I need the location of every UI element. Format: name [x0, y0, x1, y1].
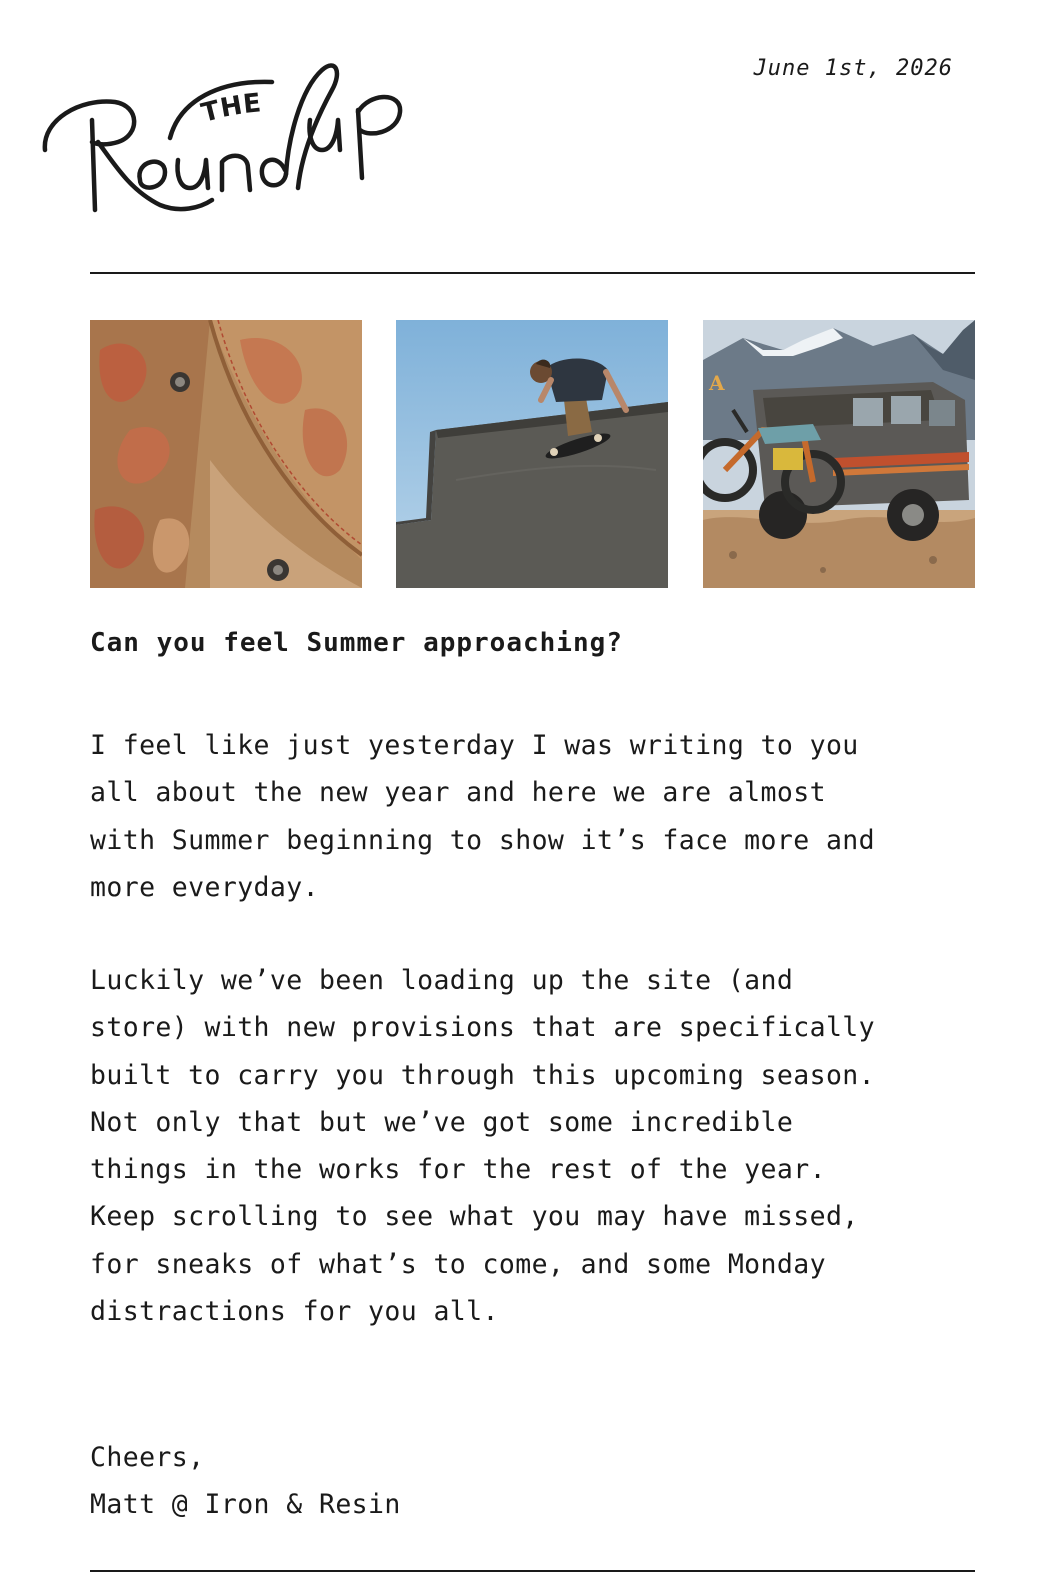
paragraph-line: built to carry you through this upcoming season. — [90, 1059, 876, 1091]
paragraph-line: I feel like just yesterday I was writing to you — [90, 730, 859, 761]
paragraph-line: Keep scrolling to see what you may have missed, — [90, 1201, 859, 1233]
article-paragraph-2 — [90, 957, 975, 1335]
paragraph-line: more everyday. — [90, 871, 319, 903]
skateboarder-photo-icon — [396, 320, 668, 588]
paragraph-line: all about the new year and here we are almost — [90, 777, 826, 809]
photo-row — [90, 320, 975, 588]
signoff — [90, 1434, 401, 1528]
truck-motorcycle-photo[interactable] — [703, 320, 975, 588]
paragraph-line: store) with new provisions that are specifically — [90, 1012, 876, 1044]
roundup-logo[interactable] — [40, 50, 420, 225]
top-divider — [90, 272, 975, 274]
truck-motorcycle-photo-icon — [703, 320, 975, 588]
bottom-divider — [90, 1570, 975, 1572]
svg-text:H: H — [218, 90, 245, 124]
signoff-greeting: Cheers, — [90, 1442, 205, 1473]
roundup-logo-icon — [40, 50, 420, 225]
paragraph-line: for sneaks of what’s to come, and some Monday — [90, 1248, 826, 1280]
svg-text:E: E — [241, 88, 263, 120]
paragraph-line: Luckily we’ve been loading up the site (and — [90, 965, 794, 996]
issue-date: June 1st, 2026 — [753, 56, 953, 81]
paragraph-line: Not only that but we’ve got some incredible — [90, 1106, 794, 1138]
paragraph-line: things in the works for the rest of the year. — [90, 1154, 826, 1186]
article-headline: Can you feel Summer approaching? — [90, 628, 623, 658]
paragraph-line: with Summer beginning to show it’s face more and — [90, 824, 876, 856]
svg-text:T: T — [198, 95, 223, 129]
signoff-signature: Matt @ Iron & Resin — [90, 1489, 401, 1520]
article-paragraph-1 — [90, 722, 975, 911]
paragraph-line: distractions for you all. — [90, 1296, 499, 1328]
skateboarder-photo[interactable] — [396, 320, 668, 588]
svg-text:A: A — [709, 371, 725, 395]
camo-shirt-photo[interactable] — [90, 320, 362, 588]
camo-shirt-photo-icon — [90, 320, 362, 588]
